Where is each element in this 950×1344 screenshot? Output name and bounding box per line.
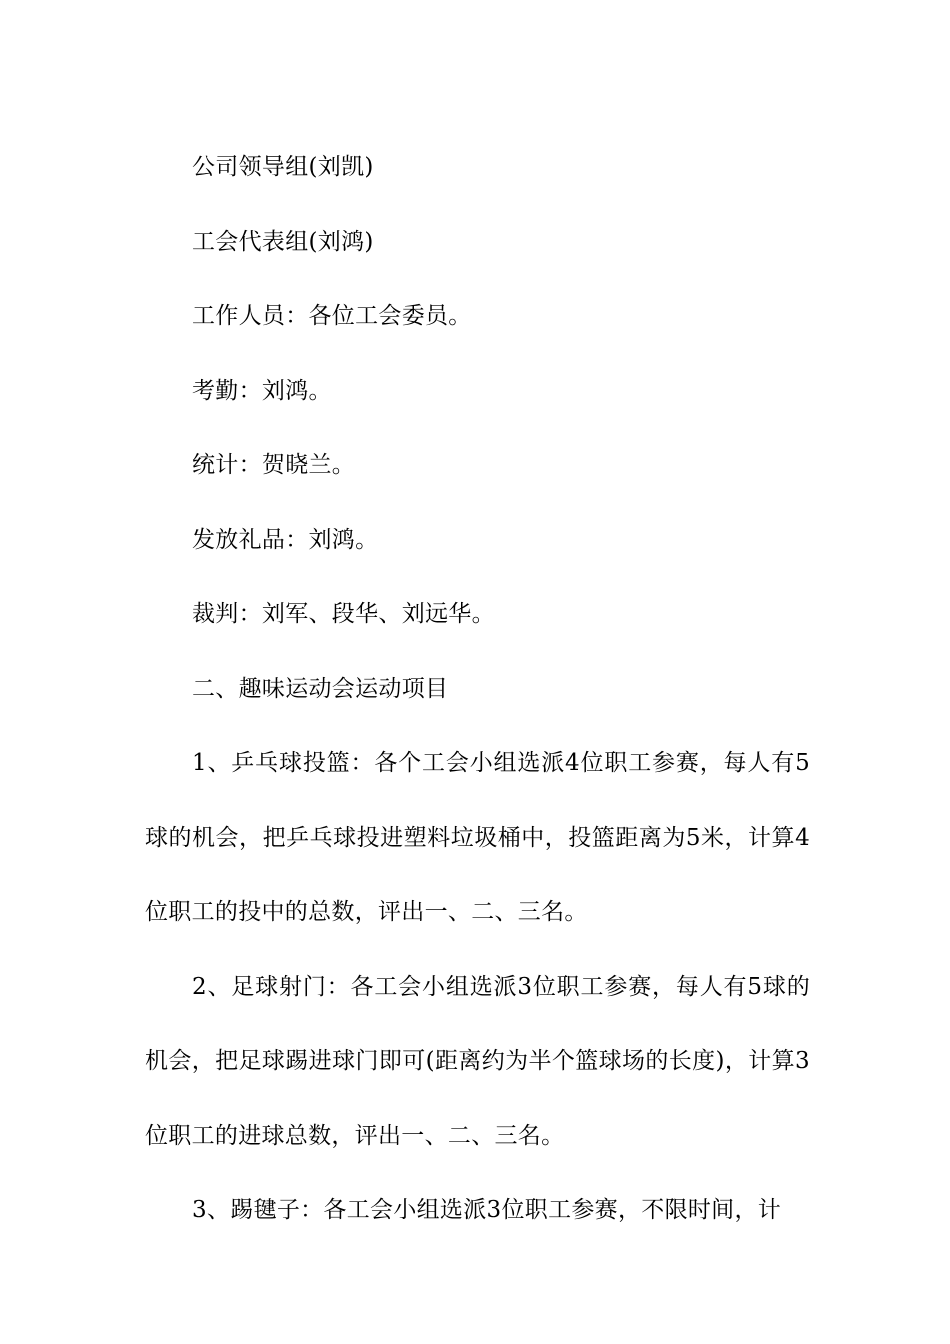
paragraph-event-shuttlecock: 3、踢毽子：各工会小组选派3位职工参赛，不限时间，计 (192, 1197, 782, 1223)
paragraph-event-pingpong-basket: 1、乒乓球投篮：各个工会小组选派4位职工参赛，每人有5球的机会，把乒乓球投进塑料垃圾桶中，投篮距离为5米，计算4位职工的投中的总数，评出一、二、三名。 (145, 750, 810, 925)
paragraph-attendance: 考勤：刘鸿。 (192, 377, 332, 404)
paragraph-gifts: 发放礼品：刘鸿。 (192, 526, 379, 553)
paragraph-staff: 工作人员：各位工会委员。 (192, 303, 472, 329)
section-heading-events: 二、趣味运动会运动项目 (192, 675, 449, 702)
paragraph-leadership-group: 公司领导组(刘凯) (192, 154, 374, 180)
paragraph-event-football-shot: 2、足球射门：各工会小组选派3位职工参赛，每人有5球的机会，把足球踢进球门即可(距离约为半个篮球场的长度)，计算3位职工的进球总数，评出一、二、三名。 (145, 973, 810, 1149)
paragraph-referees: 裁判：刘军、段华、刘远华。 (192, 601, 495, 627)
paragraph-statistics: 统计：贺晓兰。 (192, 452, 356, 478)
document-body (145, 130, 810, 1248)
paragraph-union-representative-group: 工会代表组(刘鸿) (192, 228, 374, 255)
